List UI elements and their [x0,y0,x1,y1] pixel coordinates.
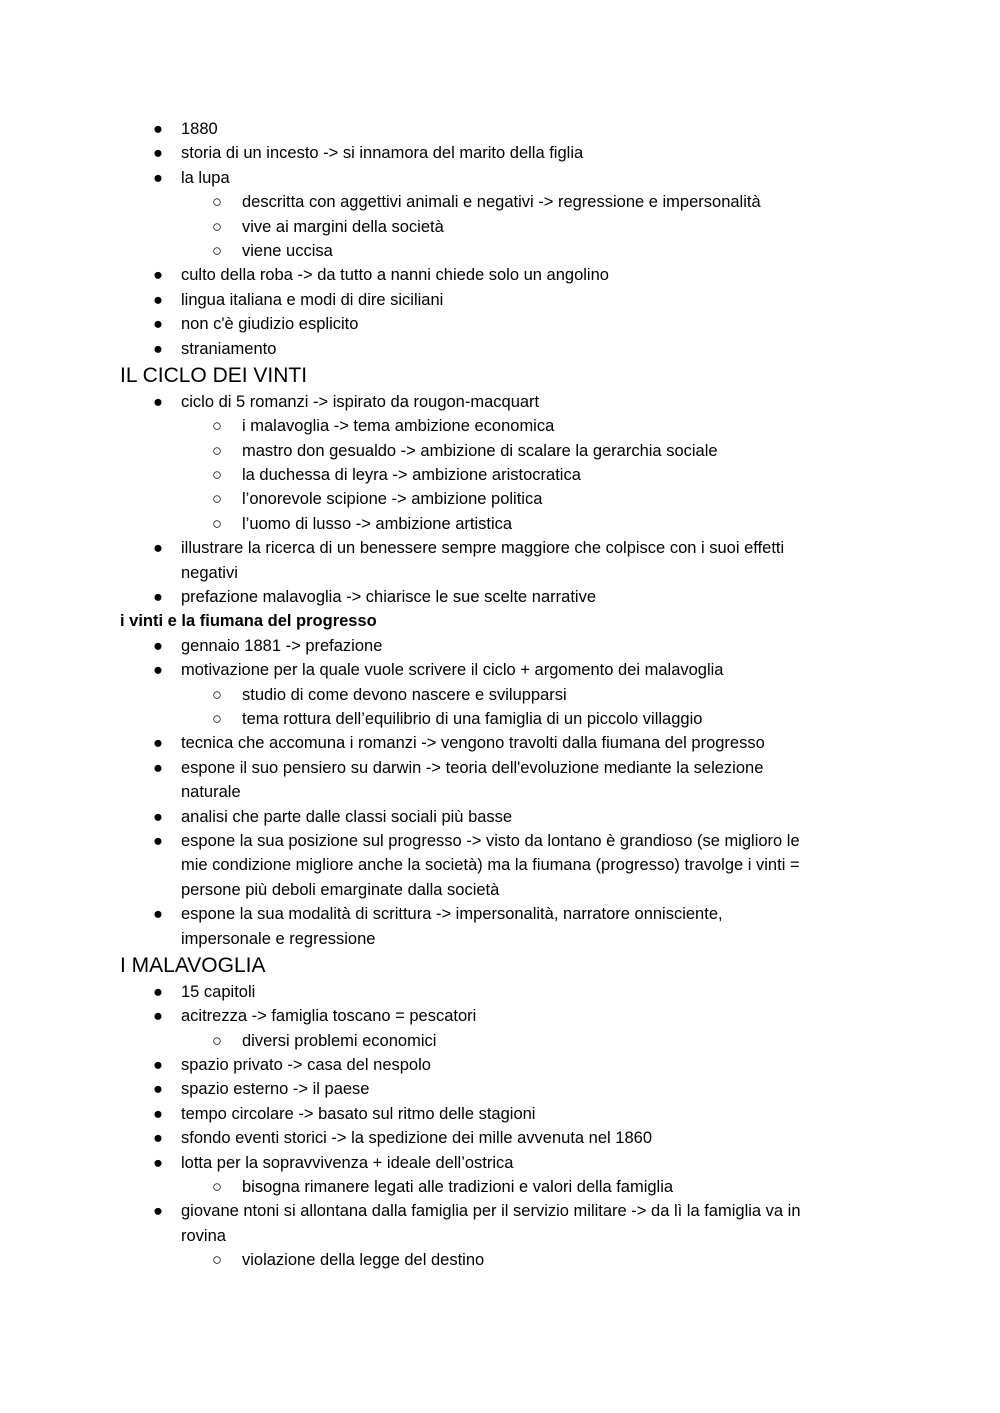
bullet-item [0,263,1000,287]
sub-bullet-marker: ○ [212,241,222,260]
line-text: naturale [181,783,241,802]
bullet-marker: ● [153,315,163,334]
bullet-marker: ● [153,290,163,309]
line-text: violazione della legge del destino [242,1251,485,1270]
bullet-item-continuation [0,878,1000,902]
line-text: gennaio 1881 -> prefazione [181,636,383,655]
line-text: espone la sua modalità di scrittura -> impersonalità, narratore onnisciente, [181,905,723,924]
line-text: straniamento [181,339,277,358]
line-text: tempo circolare -> basato sul ritmo delle stagioni [181,1104,536,1123]
bullet-item [0,166,1000,190]
bullet-marker: ● [153,1056,163,1075]
line-text: motivazione per la quale vuole scrivere il ciclo + argomento dei malavoglia [181,661,724,680]
line-text: analisi che parte dalle classi sociali più basse [181,807,513,826]
sub-bullet-item [0,414,1000,438]
sub-bullet-item [0,215,1000,239]
bullet-item [0,805,1000,829]
bullet-marker: ● [153,905,163,924]
line-text: tema rottura dell’equilibrio di una famiglia di un piccolo villaggio [242,709,703,728]
line-text: i malavoglia -> tema ambizione economica [242,417,555,436]
line-text: giovane ntoni si allontana dalla famiglia per il servizio militare -> da lì la famiglia va in [181,1202,801,1221]
bullet-item-continuation [0,1224,1000,1248]
sub-bullet-item [0,707,1000,731]
bullet-item [0,1151,1000,1175]
line-text: prefazione malavoglia -> chiarisce le sue scelte narrative [181,588,596,607]
bullet-marker: ● [153,758,163,777]
bullet-item [0,117,1000,141]
sub-bullet-marker: ○ [212,193,222,212]
line-text: sfondo eventi storici -> la spedizione dei mille avvenuta nel 1860 [181,1129,652,1148]
sub-bullet-marker: ○ [212,466,222,485]
bullet-marker: ● [153,661,163,680]
line-text: illustrare la ricerca di un benessere sempre maggiore che colpisce con i suoi effetti [181,539,785,558]
bullet-item [0,1126,1000,1150]
line-text: la duchessa di leyra -> ambizione aristocratica [242,466,581,485]
bullet-item [0,829,1000,853]
sub-bullet-item [0,683,1000,707]
line-text: culto della roba -> da tutto a nanni chiede solo un angolino [181,266,609,285]
bullet-item [0,731,1000,755]
bullet-marker: ● [153,831,163,850]
document-page [0,117,1000,1273]
sub-bullet-marker: ○ [212,514,222,533]
bullet-marker: ● [153,392,163,411]
line-text: IL CICLO DEI VINTI [120,363,308,387]
bullet-item [0,536,1000,560]
bullet-item [0,312,1000,336]
section-heading [0,361,1000,390]
bullet-item-continuation [0,561,1000,585]
line-text: negativi [181,563,238,582]
section-heading [0,951,1000,980]
bullet-item [0,1053,1000,1077]
line-text: la lupa [181,168,230,187]
line-text: vive ai margini della società [242,217,444,236]
bullet-item [0,902,1000,926]
sub-bullet-item [0,1248,1000,1272]
line-text: bisogna rimanere legati alle tradizioni e valori della famiglia [242,1178,674,1197]
bullet-item [0,337,1000,361]
line-text: ciclo di 5 romanzi -> ispirato da rougon-macquart [181,392,540,411]
bullet-item [0,141,1000,165]
line-text: spazio esterno -> il paese [181,1080,370,1099]
subsection-heading [0,609,1000,633]
line-text: studio di come devono nascere e svilupparsi [242,685,567,704]
sub-bullet-item [0,512,1000,536]
bullet-marker: ● [153,734,163,753]
line-text: i vinti e la fiumana del progresso [120,612,377,631]
line-text: 15 capitoli [181,982,256,1001]
sub-bullet-item [0,190,1000,214]
line-text: impersonale e regressione [181,929,376,948]
line-text: rovina [181,1226,226,1245]
bullet-marker: ● [153,120,163,138]
line-text: persone più deboli emarginate dalla società [181,880,500,899]
line-text: mastro don gesualdo -> ambizione di scalare la gerarchia sociale [242,441,718,460]
line-text: I MALAVOGLIA [120,953,266,977]
sub-bullet-marker: ○ [212,709,222,728]
bullet-item [0,1004,1000,1028]
bullet-item [0,390,1000,414]
bullet-marker: ● [153,144,163,163]
bullet-item-continuation [0,780,1000,804]
sub-bullet-marker: ○ [212,217,222,236]
sub-bullet-marker: ○ [212,1031,222,1050]
sub-bullet-item [0,239,1000,263]
bullet-marker: ● [153,1007,163,1026]
line-text: storia di un incesto -> si innamora del marito della figlia [181,144,584,163]
sub-bullet-item [0,1175,1000,1199]
bullet-marker: ● [153,266,163,285]
line-text: non c'è giudizio esplicito [181,315,359,334]
sub-bullet-item [0,439,1000,463]
bullet-item [0,1102,1000,1126]
bullet-marker: ● [153,982,163,1001]
line-text: tecnica che accomuna i romanzi -> vengono travolti dalla fiumana del progresso [181,734,765,753]
line-text: espone la sua posizione sul progresso -> visto da lontano è grandioso (se miglioro le [181,831,800,850]
bullet-marker: ● [153,168,163,187]
line-text: viene uccisa [242,241,333,260]
bullet-marker: ● [153,807,163,826]
bullet-marker: ● [153,1080,163,1099]
sub-bullet-marker: ○ [212,1251,222,1270]
bullet-item [0,980,1000,1004]
line-text: descritta con aggettivi animali e negativi -> regressione e impersonalità [242,193,761,212]
sub-bullet-marker: ○ [212,417,222,436]
line-text: diversi problemi economici [242,1031,437,1050]
sub-bullet-item [0,463,1000,487]
sub-bullet-item [0,487,1000,511]
line-text: espone il suo pensiero su darwin -> teoria dell'evoluzione mediante la selezione [181,758,764,777]
bullet-marker: ● [153,339,163,358]
bullet-item [0,1199,1000,1223]
sub-bullet-marker: ○ [212,490,222,509]
bullet-item-continuation [0,853,1000,877]
line-text: l’uomo di lusso -> ambizione artistica [242,514,513,533]
line-text: 1880 [181,120,218,138]
sub-bullet-marker: ○ [212,1178,222,1197]
bullet-item [0,585,1000,609]
bullet-marker: ● [153,1153,163,1172]
sub-bullet-item [0,1029,1000,1053]
line-text: spazio privato -> casa del nespolo [181,1056,431,1075]
bullet-marker: ● [153,588,163,607]
bullet-item [0,658,1000,682]
sub-bullet-marker: ○ [212,685,222,704]
line-text: acitrezza -> famiglia toscano = pescatori [181,1007,477,1026]
bullet-item [0,756,1000,780]
sub-bullet-marker: ○ [212,441,222,460]
bullet-marker: ● [153,636,163,655]
line-text: lotta per la sopravvivenza + ideale dell’ostrica [181,1153,514,1172]
bullet-marker: ● [153,539,163,558]
bullet-item [0,288,1000,312]
bullet-item [0,1077,1000,1101]
bullet-item-continuation [0,927,1000,951]
bullet-marker: ● [153,1104,163,1123]
bullet-marker: ● [153,1129,163,1148]
bullet-item [0,634,1000,658]
line-text: lingua italiana e modi di dire siciliani [181,290,444,309]
line-text: l’onorevole scipione -> ambizione politica [242,490,543,509]
bullet-marker: ● [153,1202,163,1221]
line-text: mie condizione migliore anche la società) ma la fiumana (progresso) travolge i vinti = [181,856,800,875]
